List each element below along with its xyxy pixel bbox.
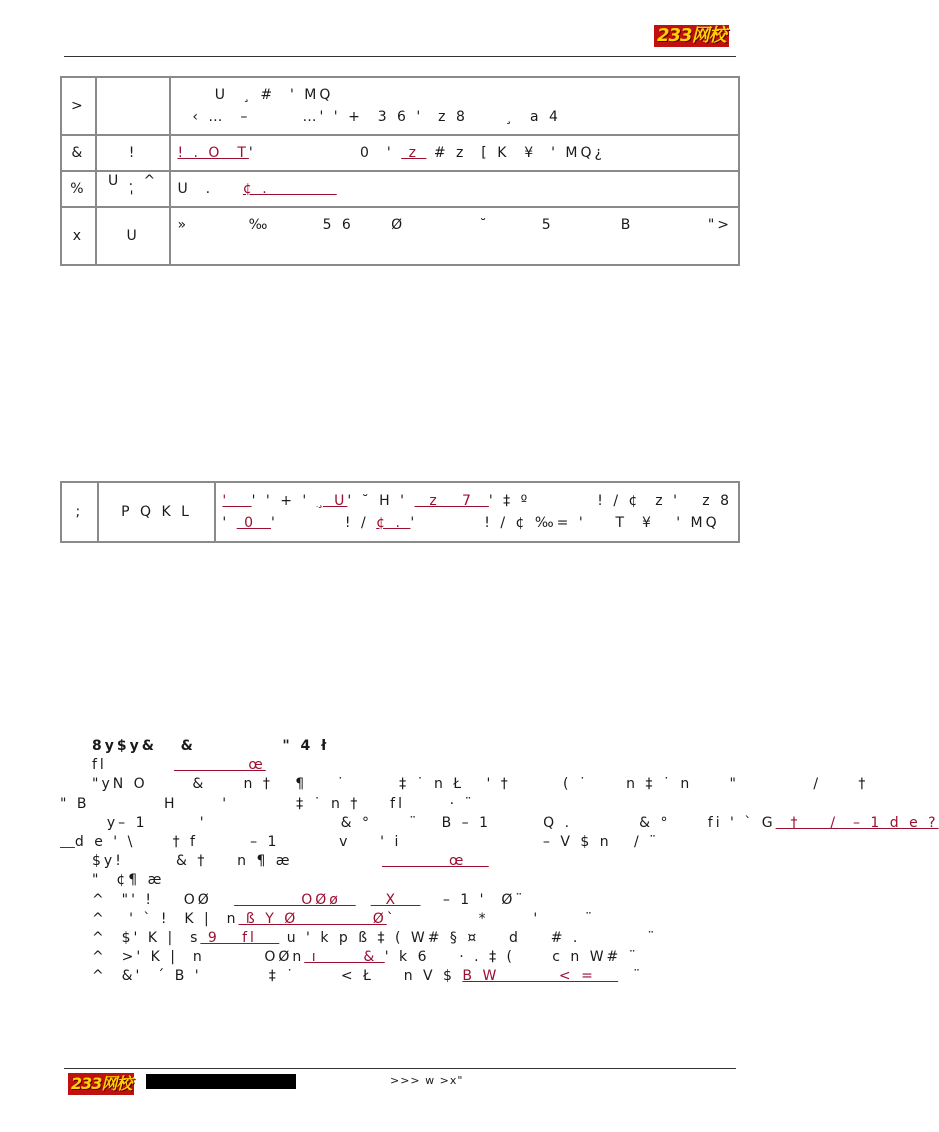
text-segment: " ¢¶ æ [92, 872, 165, 889]
text-segment: fl [92, 757, 174, 774]
link-text[interactable]: † / – 1 d e ? [775, 814, 939, 831]
text-line [60, 871, 740, 890]
row-number: > [61, 77, 96, 135]
brand-logo-bottom: 233网校 [68, 1073, 134, 1095]
body-text [60, 737, 939, 986]
text-segment: U . [177, 181, 243, 197]
text-segment: ^ >' K | n OØn [92, 949, 305, 966]
row-label: ! [96, 135, 171, 171]
link-text[interactable]: ß Y Ø Ø [238, 910, 387, 927]
content-line [222, 490, 732, 512]
content-line [177, 106, 732, 128]
text-segment: ^ ' ` ! K | n [92, 910, 239, 927]
text-line [60, 948, 740, 967]
text-line [60, 852, 740, 871]
text-line [60, 814, 939, 833]
text-segment: » ‰ 5 6 Ø ˘ 5 B "> [177, 217, 732, 233]
table-row [61, 171, 739, 207]
text-line [60, 833, 740, 852]
row-content [215, 482, 739, 542]
link-text[interactable]: z 7 [414, 493, 489, 509]
table-row [61, 135, 739, 171]
link-text[interactable]: X [370, 891, 421, 908]
link-text[interactable] [60, 834, 75, 850]
link-text[interactable]: ¸ U [316, 493, 348, 509]
text-segment: U ¸ # ' MQ [177, 87, 334, 103]
row-content [170, 135, 739, 171]
row-label [96, 77, 171, 135]
text-segment: ' ‡ º ! / ¢ z ' z 8 [488, 493, 732, 509]
content-line [177, 84, 732, 106]
table-row [61, 77, 739, 135]
text-segment [356, 892, 371, 908]
header-rule [64, 56, 736, 57]
text-segment: ' ˘ H ' [347, 493, 415, 509]
content-line [177, 214, 732, 236]
text-line [60, 891, 740, 910]
text-line [60, 910, 740, 929]
text-segment: ' ! / [271, 515, 377, 531]
text-segment: ^ $' K | s [92, 929, 201, 946]
text-segment: – 1 ' Ø¨ [420, 891, 526, 908]
text-segment: ' ! / ¢ ‰= ' T ¥ ' MQ [410, 515, 720, 531]
row-number: x [61, 207, 96, 265]
text-segment: ‹ … – …' ' + 3 6 ' z 8 ¸ a 4 [177, 109, 561, 125]
text-line [60, 795, 740, 814]
text-segment: "yN O & n † ¶ ˙ ‡ ˙ n Ł ' † ( ˙ n ‡ ˙ n " / † [92, 776, 869, 793]
text-segment: ' 0 ' [248, 145, 402, 161]
text-line [60, 756, 740, 775]
text-segment [177, 239, 184, 255]
row-label: U . ^ ' [96, 171, 171, 207]
text-segment: ' k 6 · . ‡ ( c n W# ¨ [384, 949, 639, 966]
text-segment: y– 1 ' & ° ¨ B – 1 Q . & ° fi ' ` G [92, 814, 776, 831]
info-table-2 [60, 481, 740, 543]
link-text[interactable]: 9 fl [200, 929, 280, 946]
link-text[interactable]: z [401, 145, 427, 161]
text-segment: ^ "' ! OØ [92, 891, 235, 908]
row-label: U [96, 207, 171, 265]
content-line [177, 178, 732, 200]
brand-logo-top: 233网校 [654, 25, 729, 47]
link-text[interactable]: ! . O T [177, 145, 249, 161]
text-segment: 8y$y& & " 4 ł [92, 738, 330, 754]
row-number: & [61, 135, 96, 171]
footer-page-text: >>> w >x" [390, 1074, 464, 1087]
text-segment: # z [ K ¥ ' MQ¿ [426, 145, 605, 161]
link-text[interactable]: ı & [304, 949, 385, 966]
row-content [170, 171, 739, 207]
link-text[interactable]: œ [173, 757, 266, 774]
link-text[interactable]: œ [381, 853, 489, 870]
row-number: ; [61, 482, 98, 542]
link-text[interactable]: B W < = [462, 968, 619, 985]
link-text[interactable]: ' [222, 493, 252, 509]
text-line [60, 967, 740, 986]
text-line [60, 775, 869, 794]
text-segment: d e ' \ † f – 1 v ' i – V $ n / ¨ [74, 833, 660, 850]
info-table [60, 76, 740, 266]
row-content [170, 207, 739, 265]
text-segment: ' [222, 515, 237, 531]
text-line [60, 929, 740, 948]
text-line [60, 737, 740, 756]
link-text[interactable]: 0 [236, 515, 271, 531]
text-segment: $y! & † n ¶ æ [92, 853, 382, 870]
link-text[interactable]: ¢ . [376, 515, 411, 531]
text-segment: ` * ' ¨ [386, 910, 595, 927]
link-text[interactable]: ¢ . [242, 181, 337, 197]
table-row [61, 482, 739, 542]
content-line [177, 236, 732, 258]
footer-bar [146, 1074, 296, 1089]
text-segment: ¨ [618, 968, 644, 985]
text-segment: ' ' + ' [251, 493, 317, 509]
text-segment: " B H ' ‡ ˙ n † fl · ¨ [60, 795, 475, 812]
content-line [222, 512, 732, 534]
row-content [170, 77, 739, 135]
row-number: % [61, 171, 96, 207]
content-line [177, 142, 732, 164]
footer-rule [64, 1068, 736, 1069]
table-row [61, 207, 739, 265]
text-segment: ^ &' ´ B ' ‡ ˙ < Ł n V $ [92, 968, 463, 985]
link-text[interactable]: OØø [234, 891, 356, 908]
row-label: P Q K L [98, 482, 216, 542]
text-segment: u ' k p ß ‡ ( W# § ¤ d # . ¨ [279, 929, 658, 946]
